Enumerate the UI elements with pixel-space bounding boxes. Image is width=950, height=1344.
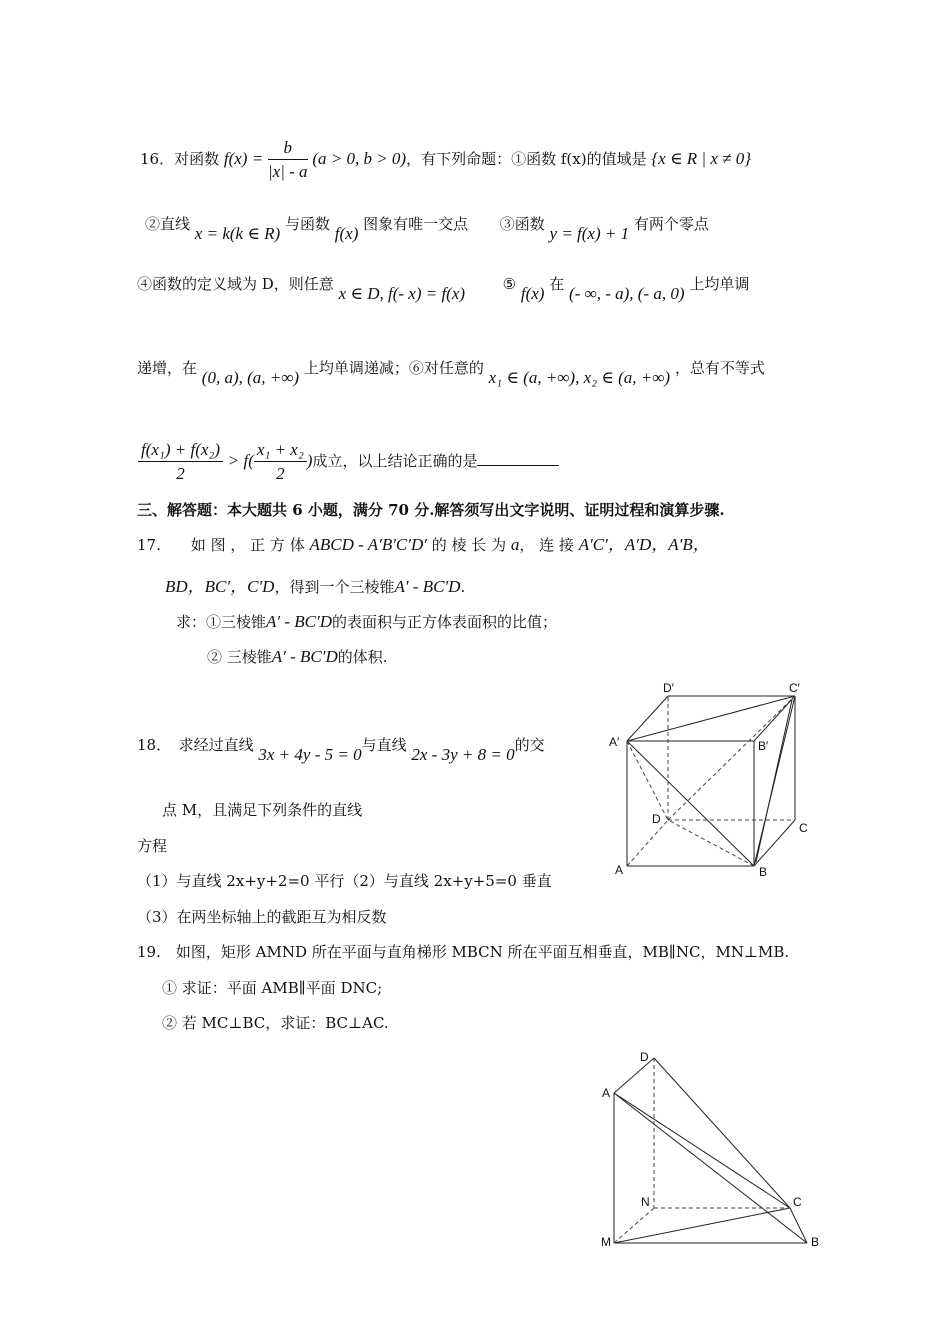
section3-heading: 三、解答题：本大题共 6 小题，满分 70 分.解答须写出文字说明、证明过程和演算步骤. (137, 501, 725, 519)
q16-l2-math2: y = f(x) + 1 (549, 224, 630, 243)
q16-l3-a: ④函数的定义域为 D，则任意 (137, 275, 334, 293)
q18-l1-math2: 2x - 3y + 8 = 0 (411, 745, 515, 764)
q16-l2-math: x = k(k ∈ R) (194, 224, 281, 243)
q17-l3-math: A′ - BC′D (266, 612, 332, 631)
q16-l5-close: ) (306, 451, 313, 470)
cube-label-D: D (652, 812, 661, 826)
cube-hidden-BD (668, 820, 754, 866)
q18-l1-c: 的交 (514, 736, 545, 754)
q18-l1-a: 18． 求经过直线 (137, 736, 254, 754)
cube-diag-ApCp (627, 696, 795, 741)
q17-l2-b: . (460, 578, 466, 596)
q18-line-3: 方程 (137, 837, 168, 855)
pyr-edge-AC (614, 1093, 790, 1208)
q17-l1-c: ， 连 接 (519, 536, 574, 554)
pyr-edge-MC (614, 1208, 790, 1243)
q17-l2-math2: A′ - BC′D (394, 577, 461, 596)
pyr-label-M: M (601, 1235, 611, 1249)
q16-l5-frac2 (254, 440, 307, 484)
q17-line-4 (207, 647, 388, 667)
q19-line-2: ① 求证：平面 AMB∥平面 DNC; (162, 979, 383, 997)
cube-label-Cp: C′ (789, 681, 800, 695)
q16-l2-e: 有两个零点 (633, 215, 709, 233)
q18-line-4: （1）与直线 2x+y+2=0 平行（2）与直线 2x+y+5=0 垂直 (137, 872, 552, 890)
q16-l3-fx: f(x) (520, 284, 545, 303)
q17-l1-b: 的 棱 长 为 (431, 536, 507, 554)
q17-l3-a: 求：①三棱锥 (176, 613, 267, 631)
q17-line-2 (165, 577, 465, 597)
q16-l4-c: ，总有不等式 (674, 359, 765, 377)
q17-l4-math: A′ - BC′D (271, 647, 338, 666)
q18-l1-math: 3x + 4y - 5 = 0 (258, 745, 362, 764)
cube-hidden-ApD (627, 741, 668, 820)
q16-condition: (a > 0, b > 0) (312, 149, 407, 168)
q16-l5-den2: 2 (276, 464, 285, 483)
cube-diag-ApB (627, 741, 754, 866)
q17-line-1 (137, 535, 710, 555)
q19-line-3: ② 若 MC⊥BC，求证：BC⊥AC. (162, 1014, 389, 1032)
q16-mid-text: ，有下列命题：①函数 f(x)的值域是 (406, 150, 647, 168)
pyr-label-N: N (641, 1195, 650, 1209)
cube-diag-BCp (754, 696, 795, 866)
q16-l2-a: ②直线 (145, 215, 191, 233)
q18-l1-b: 与直线 (361, 736, 407, 754)
q17-line-3 (176, 612, 557, 632)
q19-line-1: 19. 如图，矩形 AMND 所在平面与直角梯形 MBCN 所在平面互相垂直，MB∥NC，MN⊥MB. (137, 943, 790, 961)
pyr-label-B: B (811, 1235, 820, 1249)
pyr-label-A: A (602, 1086, 611, 1100)
q17-l1-var: a (510, 535, 520, 554)
q16-l3-c: 在 (549, 275, 565, 293)
pyr-hidden-MN (614, 1208, 654, 1243)
cube-label-B: B (759, 865, 768, 879)
q16-l2-c: 图象有唯一交点 (363, 215, 469, 233)
q17-l1-a: 17. 如 图 ， 正 方 体 (137, 536, 305, 554)
q16-l2-fx: f(x) (334, 224, 359, 243)
q16-l5-tail: 成立，以上结论正确的是 (312, 452, 478, 470)
cube-edge-BpCp (754, 696, 795, 741)
q16-frac-den: |x| - a (267, 162, 308, 181)
pyr-label-C: C (793, 1195, 802, 1209)
q17-l4-a: ② 三棱锥 (207, 648, 272, 666)
cube-label-Dp: D′ (663, 681, 674, 695)
pyr-edge-AB (614, 1093, 807, 1243)
q16-range-set: {x ∈ R | x ≠ 0} (651, 149, 752, 168)
q16-l4-a: 递增，在 (137, 359, 198, 377)
q16-l3-math2: (- ∞, - a), (- a, 0) (569, 284, 685, 303)
q16-l4-b: 上均单调递减；⑥对任意的 (303, 359, 484, 377)
q16-l3-b: ⑤ (502, 275, 517, 293)
pyr-edge-AD (614, 1058, 654, 1093)
cube-label-Bp: B′ (758, 739, 769, 753)
q16-prefix: 16．对函数 (140, 150, 220, 168)
q16-fraction (268, 138, 308, 182)
q16-l2-d: ③函数 (499, 215, 545, 233)
q16-line-5 (138, 440, 559, 484)
pyr-edge-CB (790, 1208, 807, 1243)
q16-l5-frac1 (138, 440, 223, 484)
cube-edge-BC (754, 820, 795, 866)
q17-l2-math: BD，BC′，C′D (165, 577, 275, 596)
q16-line-3 (137, 274, 750, 303)
q17-l1-math: ABCD - A′B′C′D′ (309, 535, 427, 554)
q17-l1-math2: A′C′，A′D，A′B， (578, 535, 710, 554)
q16-l3-d: 上均单调 (689, 275, 750, 293)
q17-l2-a: ，得到一个三棱锥 (274, 578, 395, 596)
q16-l3-math: x ∈ D, f(- x) = f(x) (338, 284, 466, 303)
q16-line-4 (137, 358, 765, 387)
q16-l5-gt: > f( (227, 451, 254, 470)
cube-label-A: A (615, 863, 624, 877)
q16-l2-b: 与函数 (284, 215, 330, 233)
cube-diag-BCp2 (756, 700, 792, 862)
cube-label-Ap: A′ (609, 735, 620, 749)
cube-label-C: C (799, 821, 808, 835)
q16-answer-blank[interactable] (477, 451, 559, 466)
q16-l5-den1: 2 (176, 464, 185, 483)
cube-hidden-DCp (668, 696, 795, 820)
q16-l4-math2: x₁ ∈ (a, +∞), x₂ ∈ (a, +∞) (488, 368, 671, 387)
q16-line-2 (145, 214, 709, 243)
cube-hidden-AD (627, 820, 668, 866)
q16-l5-num2: x₁ + x₂ (254, 440, 307, 462)
q16-line-1 (140, 138, 751, 182)
q17-l3-b: 的表面积与正方体表面积的比值； (332, 613, 558, 631)
pyr-label-D: D (640, 1050, 649, 1064)
cube-edge-ApDp (627, 696, 668, 741)
q16-frac-num: b (268, 138, 308, 160)
pyr-edge-DC (654, 1058, 790, 1208)
q16-l5-num1: f(x₁) + f(x₂) (138, 440, 223, 462)
q18-line-5: （3）在两坐标轴上的截距互为相反数 (137, 908, 387, 926)
q16-fx: f(x) = (223, 149, 264, 168)
q18-line-2: 点 M，且满足下列条件的直线 (162, 801, 363, 819)
q17-l4-b: 的体积. (337, 648, 388, 666)
q16-l4-math: (0, a), (a, +∞) (201, 368, 300, 387)
q18-line-1 (137, 735, 545, 764)
